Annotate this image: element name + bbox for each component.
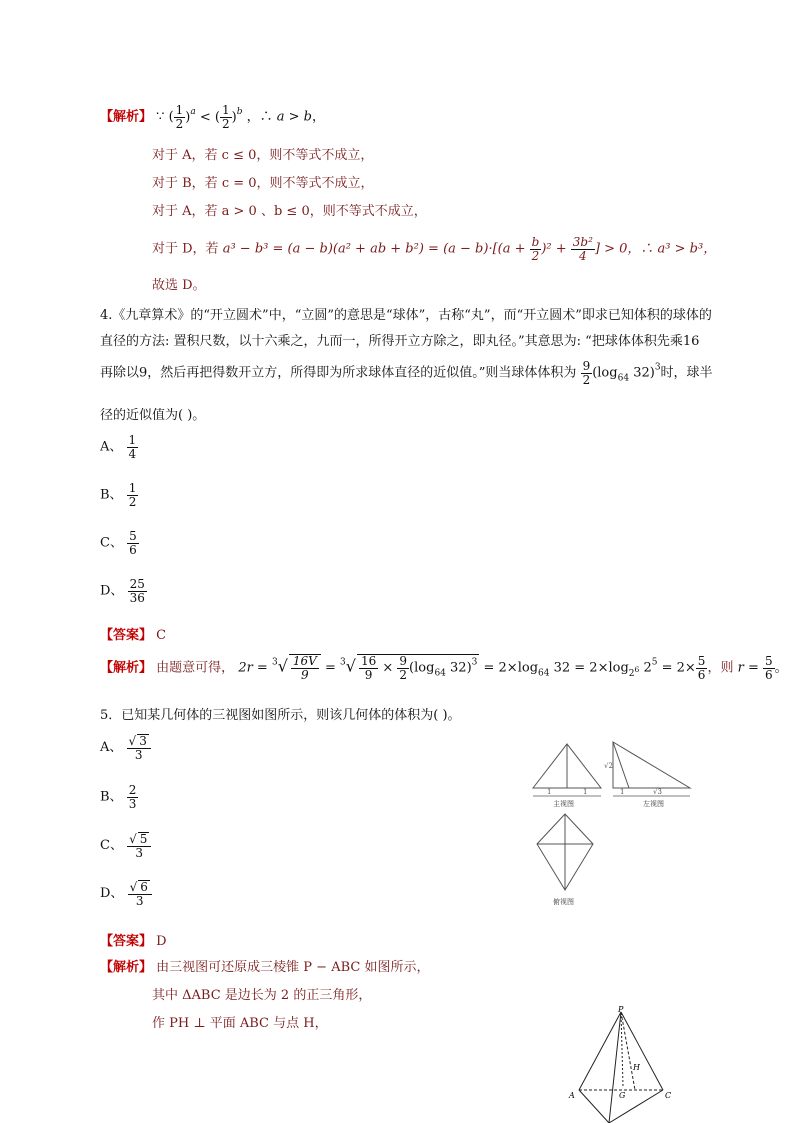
top-view-label: 俯视图 [553, 898, 574, 906]
q5-option-d[interactable]: D、 $\frac{√ 6}{3}$ [100, 880, 152, 907]
q4-solution: 【解析】 由题意可得， 2r = $^3$√ $\frac{16V}{9}$ = $^3$√ $\frac{16}{9}$ × $\frac{9}{2}$ ($\log_{64}$ $32)^3 = 2\times\log_{64}$ $32 = 2\times\log_{2^6}$ $2^5 = 2\times$ $\frac{5}{6}$ ，则 r = $\frac{5}{6}$ 。 [100, 654, 788, 682]
label-g: G [619, 1091, 626, 1100]
label-p: P [618, 1006, 624, 1014]
front-dim-left: 1 [547, 788, 552, 796]
q4-option-a[interactable]: A、 $\frac{1}{4}$ [100, 433, 137, 461]
q5-solution-line2: 其中 ΔABC 是边长为 2 的正三角形， [152, 988, 372, 1003]
label-h: H [633, 1063, 640, 1072]
q3-line-a: 对于 A，若 c ≤ 0，则不等式不成立， [152, 148, 374, 163]
q5-answer: 【答案】 D [100, 934, 167, 949]
given-result: a > b [276, 109, 312, 125]
q4-stem-line4: 径的近似值为( )。 [100, 408, 206, 423]
q3-line-b: 对于 B，若 c = 0，则不等式不成立， [152, 176, 374, 191]
q4-stem-line2: 直径的方法: 置积尺数，以十六乘之，九而一，所得开立方除之，即丸径。”其意思为: “把球体体积先乘16 [100, 334, 700, 349]
q3-solution-line1: 【解析】 ∵ ( $\frac{1}{2}$ )$^a$ < ( $\frac{1}{2}$ )$^b$ ，∴ a > b， [100, 103, 326, 131]
side-view-label: 左视图 [643, 800, 664, 808]
q3-conclusion: 故选 D。 [152, 278, 206, 293]
q5-option-b[interactable]: B、 $\frac{2}{3}$ [100, 783, 137, 811]
front-view-label: 主视图 [553, 800, 574, 808]
q5-option-a[interactable]: A、 $\frac{√ 3}{3}$ [100, 734, 151, 761]
q5-solution-line1: 【解析】 由三视图可还原成三棱锥 P − ABC 如图所示， [100, 960, 430, 975]
three-view-figure [525, 738, 705, 910]
q3-line-d: 对于 D，若 a³ − b³ = (a − b)(a² + ab + b²) = (a − b)·[(a + $\frac{b}{2}$ )² + $\frac{\text{3b²}}{4}$ ] > 0，∴ a³ > b³， [152, 235, 717, 263]
pyramid-figure [565, 1006, 685, 1123]
q3-line-c: 对于 A，若 a > 0 、b ≤ 0，则不等式不成立， [152, 204, 427, 219]
q4-option-c[interactable]: C、 $\frac{5}{6}$ [100, 529, 137, 557]
solution-tag: 【解析】 [100, 109, 153, 125]
q4-option-d[interactable]: D、 $\frac{25}{36}$ [100, 577, 145, 605]
q5-solution-line3: 作 PH ⊥ 平面 ABC 与点 H， [152, 1016, 328, 1031]
front-dim-right: 1 [583, 788, 588, 796]
label-c: C [665, 1091, 672, 1100]
q4-stem-line1: 4.《九章算术》的“开立圆术”中，“立圆”的意思是“球体”，古称“丸”，而“开立圆术”即求已知体积的球体的 [100, 308, 712, 323]
q4-stem-line3: 再除以9，然后再把得数开立方，所得即为所求球体直径的近似值。”则当球体体积为 $\frac{9}{2}$ ($\log_{64}$ 32)$^3$时，球半 [100, 359, 713, 387]
side-dim-sqrt3: √3 [653, 788, 662, 796]
because-symbol: ∵ [156, 109, 165, 125]
q5-stem: 5．已知某几何体的三视图如图所示，则该几何体的体积为( )。 [100, 708, 461, 723]
q5-option-c[interactable]: C、 $\frac{√ 5}{3}$ [100, 832, 151, 859]
label-a: A [569, 1091, 575, 1100]
side-dim-height: √2 [604, 762, 613, 770]
side-dim-one: 1 [620, 788, 625, 796]
q4-answer: 【答案】 C [100, 628, 167, 643]
q4-option-b[interactable]: B、 $\frac{1}{2}$ [100, 481, 137, 509]
therefore-text: ，∴ [246, 109, 273, 125]
